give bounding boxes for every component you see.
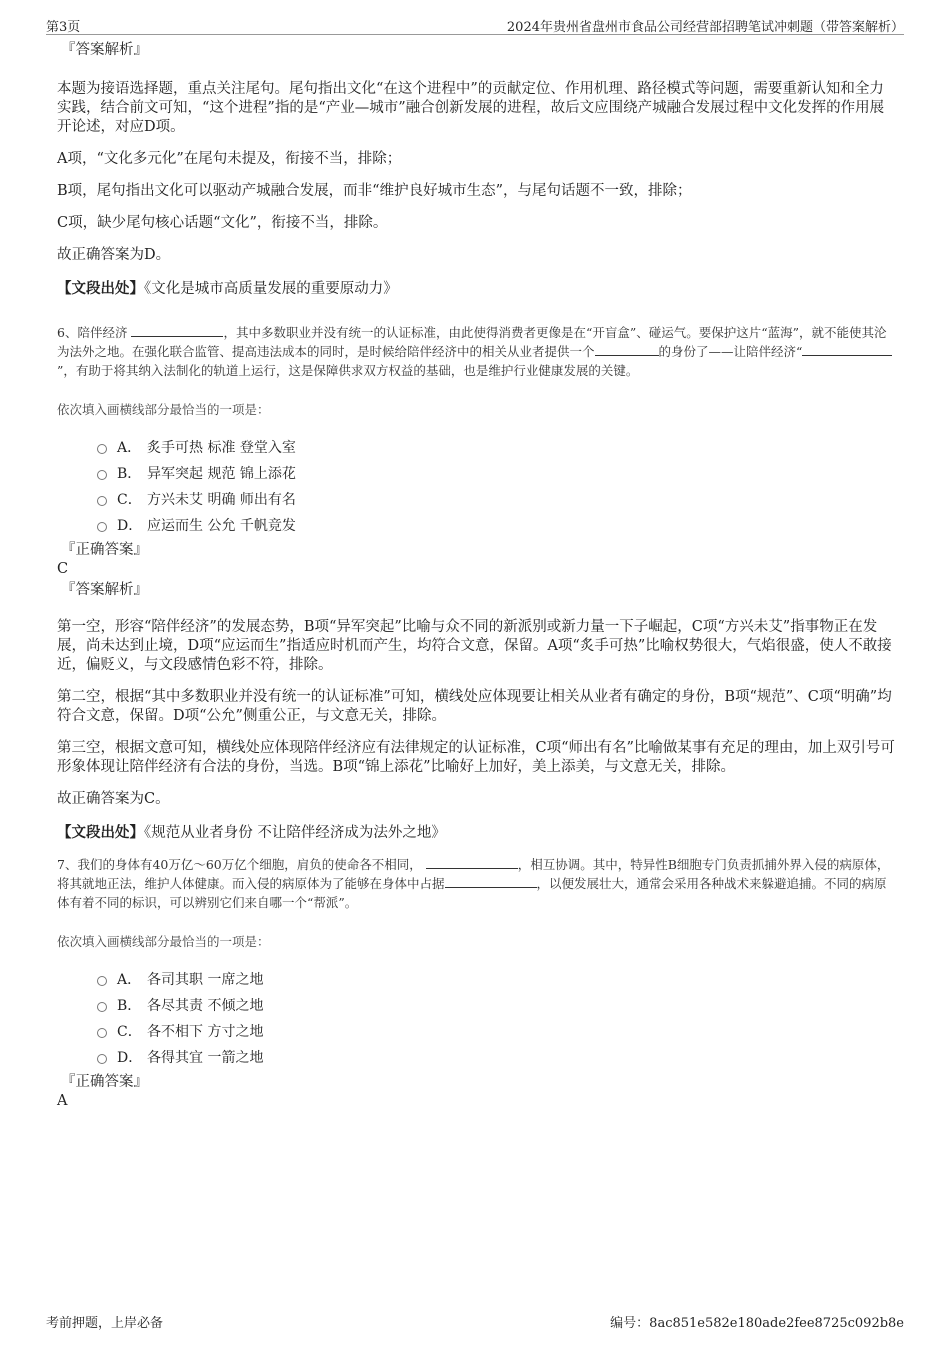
radio-icon[interactable] xyxy=(97,1002,107,1012)
radio-icon[interactable] xyxy=(97,444,107,454)
document-body xyxy=(57,40,897,1110)
analysis-paragraph: 第三空，根据文意可知，横线处应体现陪伴经济应有法律规定的认证标准，C项“师出有名”比喻做某事有充足的理由，加上双引号可形象体现让陪伴经济有合法的身份，当选。B项“锦上添花”比喻好上加好，美上添美，与文意无关，排除。 xyxy=(57,740,895,775)
analysis-paragraph: 本题为接语选择题，重点关注尾句。尾句指出文化“在这个进程中”的贡献定位、作用机理、路径模式等问题，需要重新认知和全力实践，结合前文可知，“这个进程”指的是“产业—城市”融合创新发展的进程，故后文应围绕产城融合发展过程中文化发挥的作用展开论述，对应D项。 xyxy=(57,81,885,135)
correct-answer-label: 『正确答案』 xyxy=(61,542,148,558)
option-d[interactable]: D． 应运而生 公允 千帆竞发 xyxy=(97,512,897,538)
question-6-text: 6、陪伴经济 ，其中多数职业并没有统一的认证标准，由此使得消费者更像是在“开盲盒”、碰运气。要保护这片“蓝海”，就不能使其沦为法外之地。在强化联合监管、提高违法成本的同时，是时候给陪伴经济中的相关从业者提供一个 的身份了——让陪伴经济“”，有助于将其纳入法制化的轨道上运行，这是保障供求双方权益的基础，也是维护行业健康发展的关键。 xyxy=(57,323,897,380)
page-number: 第3页 xyxy=(46,20,81,35)
radio-icon[interactable] xyxy=(97,470,107,480)
analysis-label: 『答案解析』 xyxy=(61,582,148,598)
option-c[interactable]: C． 方兴未艾 明确 师出有名 xyxy=(97,486,897,512)
analysis-paragraph: 第二空，根据“其中多数职业并没有统一的认证标准”可知，横线处应体现要让相关从业者有确定的身份，B项“规范”、C项“明确”均符合文意，保留。D项“公允”侧重公正，与文意无关，排除。 xyxy=(57,689,892,724)
analysis-paragraph: B项，尾句指出文化可以驱动产城融合发展，而非“维护良好城市生态”，与尾句话题不一致，排除； xyxy=(57,183,692,199)
document-code: 编号：8ac851e582e180ade2fee8725c092b8e xyxy=(610,1316,904,1331)
analysis-paragraph: C项，缺少尾句核心话题“文化”，衔接不当，排除。 xyxy=(57,215,388,231)
question-prompt: 依次填入画横线部分最恰当的一项是： xyxy=(57,934,270,949)
fill-blank xyxy=(426,855,518,869)
source-tag: 【文段出处】 xyxy=(57,280,144,297)
option-b[interactable]: B． 各尽其责 不倾之地 xyxy=(97,992,897,1018)
radio-icon[interactable] xyxy=(97,976,107,986)
fill-blank xyxy=(445,874,537,888)
fill-blank xyxy=(802,342,892,356)
document-title: 2024年贵州省盘州市食品公司经营部招聘笔试冲刺题（带答案解析） xyxy=(506,20,904,35)
analysis-paragraph: A项，“文化多元化”在尾句未提及，衔接不当，排除； xyxy=(57,151,402,167)
radio-icon[interactable] xyxy=(97,522,107,532)
option-c[interactable]: C． 各不相下 方寸之地 xyxy=(97,1018,897,1044)
analysis-paragraph: 第一空，形容“陪伴经济”的发展态势，B项“异军突起”比喻与众不同的新派别或新力量一下子崛起，C项“方兴未艾”指事物正在发展，尚未达到止境，D项“应运而生”指适应时机而产生，均符合文意，保留。A项“炙手可热”比喻权势很大，气焰很盛，使人不敢接近，偏贬义，与文段感情色彩不符，排除。 xyxy=(57,619,892,673)
option-d[interactable]: D． 各得其宜 一箭之地 xyxy=(97,1044,897,1070)
analysis-paragraph: 故正确答案为D。 xyxy=(57,247,171,263)
option-a[interactable]: A． 炙手可热 标准 登堂入室 xyxy=(97,434,897,460)
source-line xyxy=(57,823,897,843)
radio-icon[interactable] xyxy=(97,496,107,506)
correct-answer: C xyxy=(57,561,69,577)
correct-answer: A xyxy=(57,1093,68,1109)
source-tag: 【文段出处】 xyxy=(57,824,144,841)
source-line xyxy=(57,279,897,299)
fill-blank xyxy=(595,342,659,356)
option-b[interactable]: B． 异军突起 规范 锦上添花 xyxy=(97,460,897,486)
page-header xyxy=(46,14,904,35)
source-title: 《文化是城市高质量发展的重要原动力》 xyxy=(144,281,398,297)
question-prompt: 依次填入画横线部分最恰当的一项是： xyxy=(57,402,270,417)
question-7-options xyxy=(97,966,897,1070)
correct-answer-label: 『正确答案』 xyxy=(61,1074,148,1090)
source-title: 《规范从业者身份 不让陪伴经济成为法外之地》 xyxy=(144,825,446,841)
question-7-text: 7、我们的身体有40万亿～60万亿个细胞，肩负的使命各不相同， ，相互协调。其中，特异性B细胞专门负责抓捕外界入侵的病原体，将其就地正法，维护人体健康。而入侵的病原体为了能够在身体中占据 ，以便发展壮大，通常会采用各种战术来躲避追捕。不同的病原体有着不同的标识，可以辨别它们来自哪一个“帮派”。 xyxy=(57,857,890,910)
question-6-options xyxy=(97,434,897,538)
analysis-paragraph: 故正确答案为C。 xyxy=(57,791,170,807)
page-footer xyxy=(46,1310,904,1330)
footer-slogan: 考前押题，上岸必备 xyxy=(46,1316,164,1331)
option-a[interactable]: A． 各司其职 一席之地 xyxy=(97,966,897,992)
analysis-label: 『答案解析』 xyxy=(61,42,148,58)
fill-blank xyxy=(131,323,223,337)
radio-icon[interactable] xyxy=(97,1028,107,1038)
radio-icon[interactable] xyxy=(97,1054,107,1064)
